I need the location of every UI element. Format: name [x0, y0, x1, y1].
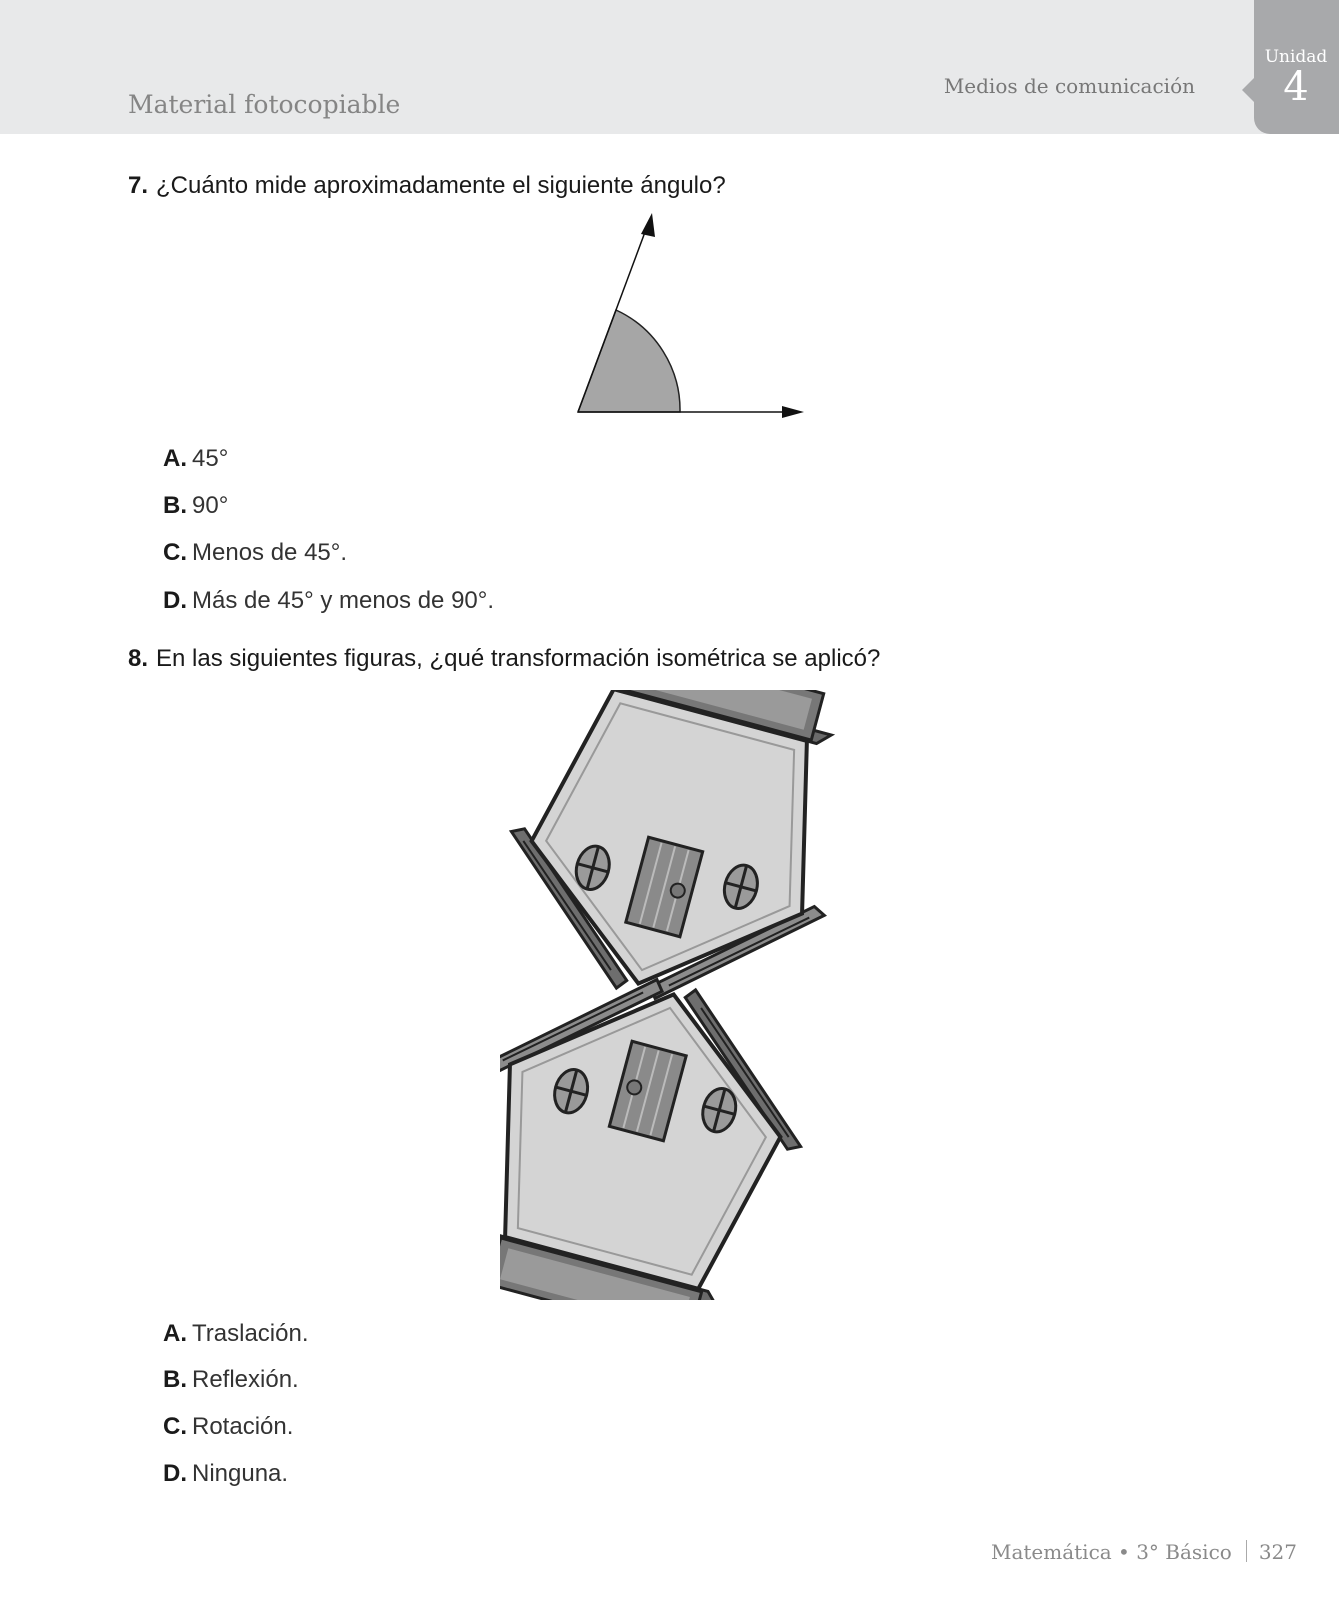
page-number: 327: [1258, 1540, 1297, 1564]
question-text: En las siguientes figuras, ¿qué transformación isométrica se aplicó?: [156, 645, 881, 672]
unit-label: Unidad: [1264, 47, 1328, 67]
house-lower: [500, 943, 833, 1300]
question-7: [128, 172, 726, 200]
option-7a[interactable]: A. 45°: [163, 445, 229, 472]
question-number: 8.: [128, 645, 149, 672]
angle-arc-sector: [578, 310, 680, 412]
question-8: [128, 645, 880, 673]
page-footer: [991, 1540, 1297, 1564]
material-label: Material fotocopiable: [128, 90, 401, 119]
section-title: Medios de comunicación: [943, 74, 1195, 98]
option-7b[interactable]: B. 90°: [163, 492, 229, 519]
book-title: Matemática • 3° Básico: [990, 1540, 1232, 1564]
arrowhead-right-icon: [782, 406, 804, 418]
option-8d[interactable]: D. Ninguna.: [163, 1460, 289, 1487]
option-7c[interactable]: C. Menos de 45°.: [163, 539, 348, 566]
option-8a[interactable]: A. Traslación.: [163, 1320, 309, 1347]
question-number: 7.: [128, 172, 149, 199]
footer-separator: [1246, 1540, 1247, 1562]
unit-tab-notch: [1242, 78, 1254, 102]
angle-figure: [560, 210, 820, 420]
option-8c[interactable]: C. Rotación.: [163, 1413, 294, 1440]
option-7d[interactable]: D. Más de 45° y menos de 90°.: [163, 587, 495, 614]
arrowhead-upper-icon: [641, 213, 655, 237]
house-upper: [500, 690, 840, 1035]
option-8b[interactable]: B. Reflexión.: [163, 1366, 299, 1393]
unit-number: 4: [1283, 64, 1309, 110]
question-text: ¿Cuánto mide aproximadamente el siguiente ángulo?: [156, 172, 726, 199]
houses-figure: [500, 690, 840, 1300]
